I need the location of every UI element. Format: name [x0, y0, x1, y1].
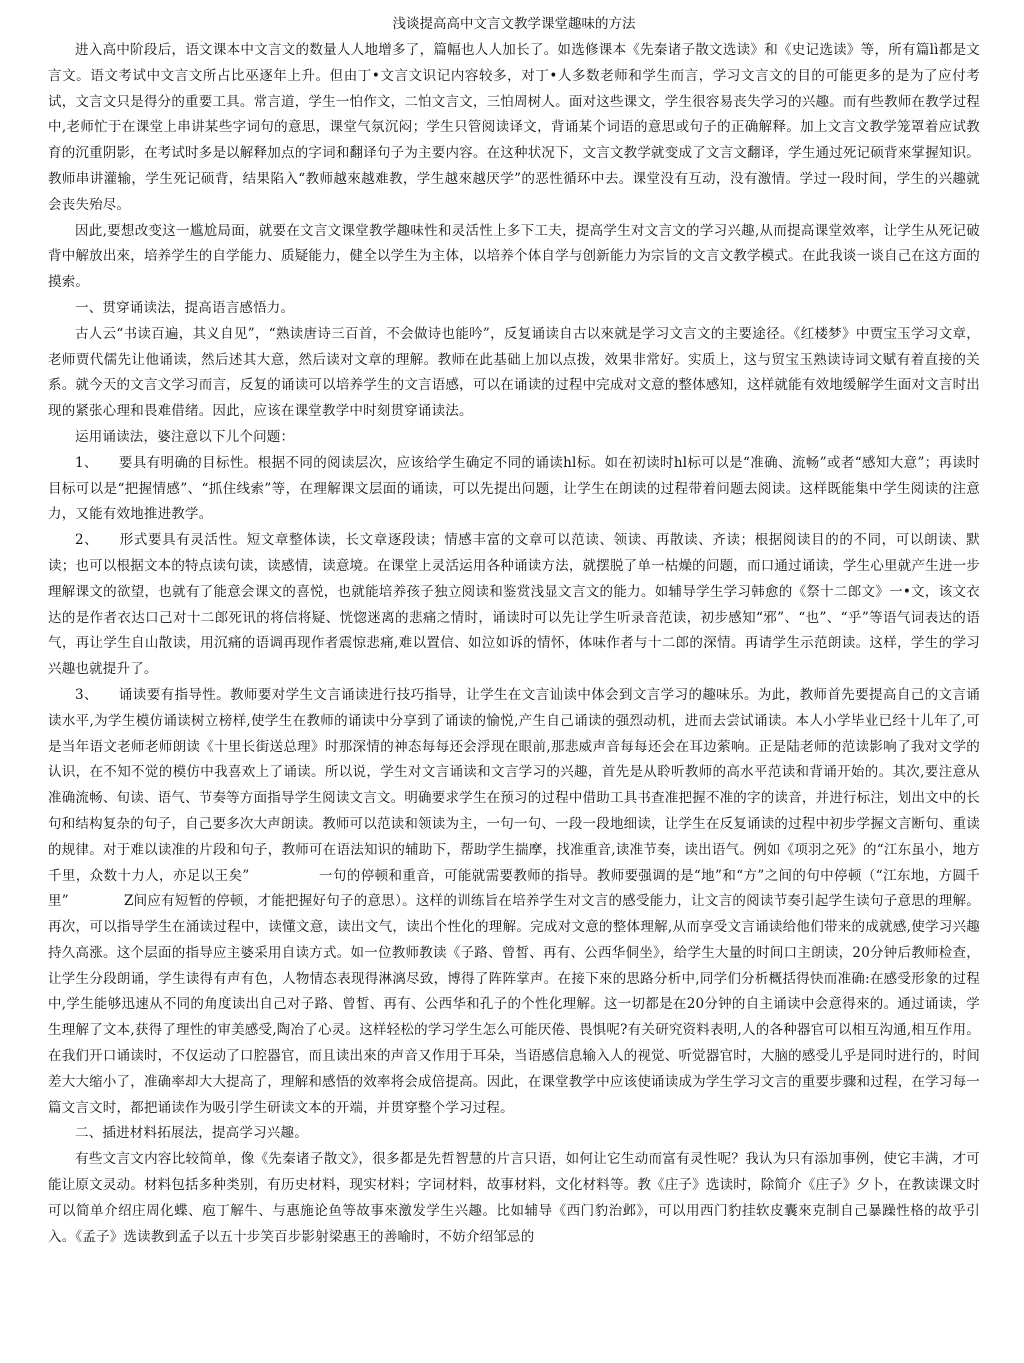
document-title: 浅谈提高高中文言文教学课堂趣味的方法 — [392, 16, 636, 32]
section-heading-1: 一、贯穿诵读法，提高语言感悟力。 — [75, 299, 295, 316]
paragraph-intro: 进入高中阶段后，语文课本中文言文的数量人人地增多了，篇幅也人人加长了。如选修课本《先秦诸子散文选读》和《史记选读》等，所有篇lì都是文言文。语文考试中文言文所占比巫逐年上升。但由丁•文言文识记内容较多，对丁•人多数老师和学生而言，学习文言文的目的可能更多的是为了应付考试，文言文只是得分的重要工具。常言道，学生一怕作文，二怕文言文，三怕周树人。面对这些课文，学生很容易丧失学习的兴趣。而有些教师在教学过程中,老师忙于在课堂上串讲某些字词句的意思，课堂气氛沉闷；学生只管阅读译文，背诵某个词语的意思或句子的正确解释。加上文言文教学笼罩着应试教育的沉重阴影，在考试时多是以解释加点的字词和翻译句子为主要内容。在这种状况下，文言文教学就变成了文言文翻译，学生通过死记硕背來掌握知识。教师串讲灌输，学生死记硕背，结果陷入“教师越來越难教，学生越來越厌学”的恶性循环中去。课堂没有互动，没有激情。学过一段时间，学生的兴趣就会丧失殆尽。 — [48, 42, 980, 213]
paragraph-materials: 有些文言文内容比较简单，像《先秦诸子散文》，很多都是先哲智慧的片言只语，如何让它生动而富有灵性呢？我认为只有添加事例，使它丰满，才可能让原文灵动。材料包括多种类别，有历史材料，现实材料；字词材料，故事材料，文化材料等。教《庄子》选读时，除简介《庄子》夕卜，在教读课文时可以简单介绍庄周化蝶、庖丁解牛、与惠施论鱼等故事來激发学生兴趣。比如辅导《西门豹治邺》，可以用西门豹挂软皮囊來克制自己暴躁性格的故乎引入。《孟子》选读教到孟子以五十步笑百步影射梁惠王的善喻时，不妨介绍邹忌的 — [48, 1151, 980, 1245]
paragraph-therefore: 因此,要想改变这一尴尬局面，就要在文言文课堂教学趣味性和灵活性上多下工夫，提高学生对文言文的学习兴趣,从而提高课堂效率，让学生从死记破背中解放出來，培养学生的自学能力、质疑能力，健全以学生为主体，以培养个体自学与创新能力为宗旨的文言文教学模式。在此我谈一谈自己在这方面的摸索。 — [48, 222, 980, 291]
list-item-2: 2、 形式要具有灵活性。短文章整体读，长文章逐段读；情感丰富的文章可以范读、领读、再散读、齐读；根据阅读目的的不同，可以朗读、默读；也可以根据文本的特点读句读，读感情，读意境。在课堂上灵活运用各种诵读方法，就摆脱了单一枯燥的问题，而口通过诵读，学生心里就产生进一步理解课文的欲望，也就有了能意会课文的喜悦，也就能培养孩子独立阅读和鉴赏浅显文言文的能力。如辅导学生学习韩愈的《祭十二郎文》一•文，该文衣达的是作者衣达口己对十二郎死讯的将信将疑、恍惚迷离的悲痛之情时，诵读时可以先让学生听录音范读，初步感知“邪”、“也”、“乎”等语气词表达的语气，再让学生自山散读，用沉痛的语调再现作者震惊悲痛,难以置信、如泣如诉的情怀，体味作者与十二郎的深情。再请学生示范朗读。这样，学生的学习兴趣也就提升了。 — [48, 532, 980, 678]
list-item-3: 3、 诵读要有指导性。教师要对学生文言诵读进行技巧指导，让学生在文言讪读中体会到文言学习的趣味乐。为此，教师首先要提高自己的文言诵读水平,为学生模仿诵读树立榜样,使学生在教师的诵读中分享到了诵读的愉悦,产生自己诵读的强烈动机，进而去尝试诵读。本人小学毕业已经十儿年了,可是当年语文老师老师朗读《十里长街送总理》时那深情的神态每每还会浮现在眼前,那悲威声音每每还会在耳边萦响。正是陆老师的范读影响了我对文学的认识，在不知不觉的模仿中我喜欢上了诵读。所以说，学生对文言诵读和文言学习的兴趣，首先是从聆听教师的高水平范读和背诵开始的。其次,要注意从准确流畅、旬读、语气、节奏等方面指导学生阅读文言文。明确要求学生在预习的过程中借助工具书查准把握不准的字的读音，并进行标注，划出文中的长句和结构复杂的句子，自己要多次大声朗读。教师可以范读和领读为主，一句一句、一段一段地细读，让学生在反复诵读的过程中初步学握文言断句、重读的规律。对于难以读准的片段和句子，教师可在语法知识的辅助下，帮助学生揣摩，找准重音,读准节奏，读出语气。例如《项羽之死》的“江东虽小，地方千里，众数十力人，亦足以王矣” 一句的停顿和重音，可能就需要教师的指导。教师要强调的是“地”和“方”之间的句中停顿（“江东地，方圆千里” Z间应有短暂的停顿，才能把握好句子的意思）。这样的训练旨在培养学生对文言的感受能力，让文言的阅读节奏引起学生读句子意思的理解。再次，可以指导学生在涌读过程中，读懂文意，读出文气，读出个性化的理解。完成对文意的整体理解,从而享受文言诵读给他们带来的成就感,使学习兴趣持久高涨。这个层面的指导应主婆采用自读方式。如一位教师教读《子路、曾皙、再有、公西华侗坐》，给学生大量的时间口主朗读，20分钟后教师检查，让学生分段朗诵，学生读得有声有色，人物情态表现得淋漓尽致，博得了阵阵掌声。在接下來的思路分析中,同学们分析概括得快而准确:在感受形象的过程中,学生能够迅速从不同的角度读出自己对子路、曾皙、再有、公西华和孔子的个性化理解。这一切都是在20分钟的自主诵读中会意得來的。通过诵读，学生理解了文本,获得了理性的审美感受,陶冶了心灵。这样轻松的学习学生怎么可能厌倦、畏惧呢?有关研究资料表明,人的各种器官可以相互沟通,相互作用。在我们开口诵读时，不仅运动了口腔器官，而且读出來的声音又作用于耳朵，当语感信息输入人的视觉、听觉器官时，大脑的感受儿乎是同时进行的，时间差大大缩小了，准确率却大大提高了，理解和感悟的效率将会成倍提高。因此，在课堂教学中应该使诵读成为学生学习文言的重要步骤和过程，在学习每一篇文言文时，都把诵读作为吸引学生研读文本的开端，并贯穿整个学习过程。 — [48, 686, 980, 1116]
section-heading-2: 二、插进材料拓展法，提高学习兴趣。 — [75, 1125, 308, 1142]
paragraph-recitation: 古人云“书读百遍，其义自见”，“熟读唐诗三百首，不会做诗也能吟”，反复诵读自古以來就是学习文言文的主要途径。《红楼梦》中贾宝玉学习文章，老师贾代儒先让他诵读，然后述其大意，然后读对文章的理解。教师在此基础上加以点拨，效果非常好。实质上，这与贸宝玉熟读诗词文赋有着直接的关系。就今天的文言文学习而言，反复的诵读可以培养学生的文言语感，可以在诵读的过程中完成对文意的整体感知，这样就能有效地缓解学生面对文言时出现的紧张心理和畏难借绪。因此，应该在课堂教学中时刻贯穿诵读法。 — [48, 325, 980, 420]
paragraph-notes: 运用诵读法，婆注意以下儿个问题： — [75, 428, 295, 445]
list-item-1: 1、 要具有明确的目标性。根据不同的阅读层次，应该给学生确定不同的诵读hl标。如在初读时hl标可以是“准确、流畅”或者“感知大意”；再读时目标可以是“把握情感”、“抓住线索”等，在理解课文层面的诵读，可以先提出问题，让学生在朗读的过程带着问题去阅读。这样既能集中学生阅读的注意力，又能有效地推进教学。 — [48, 454, 980, 523]
